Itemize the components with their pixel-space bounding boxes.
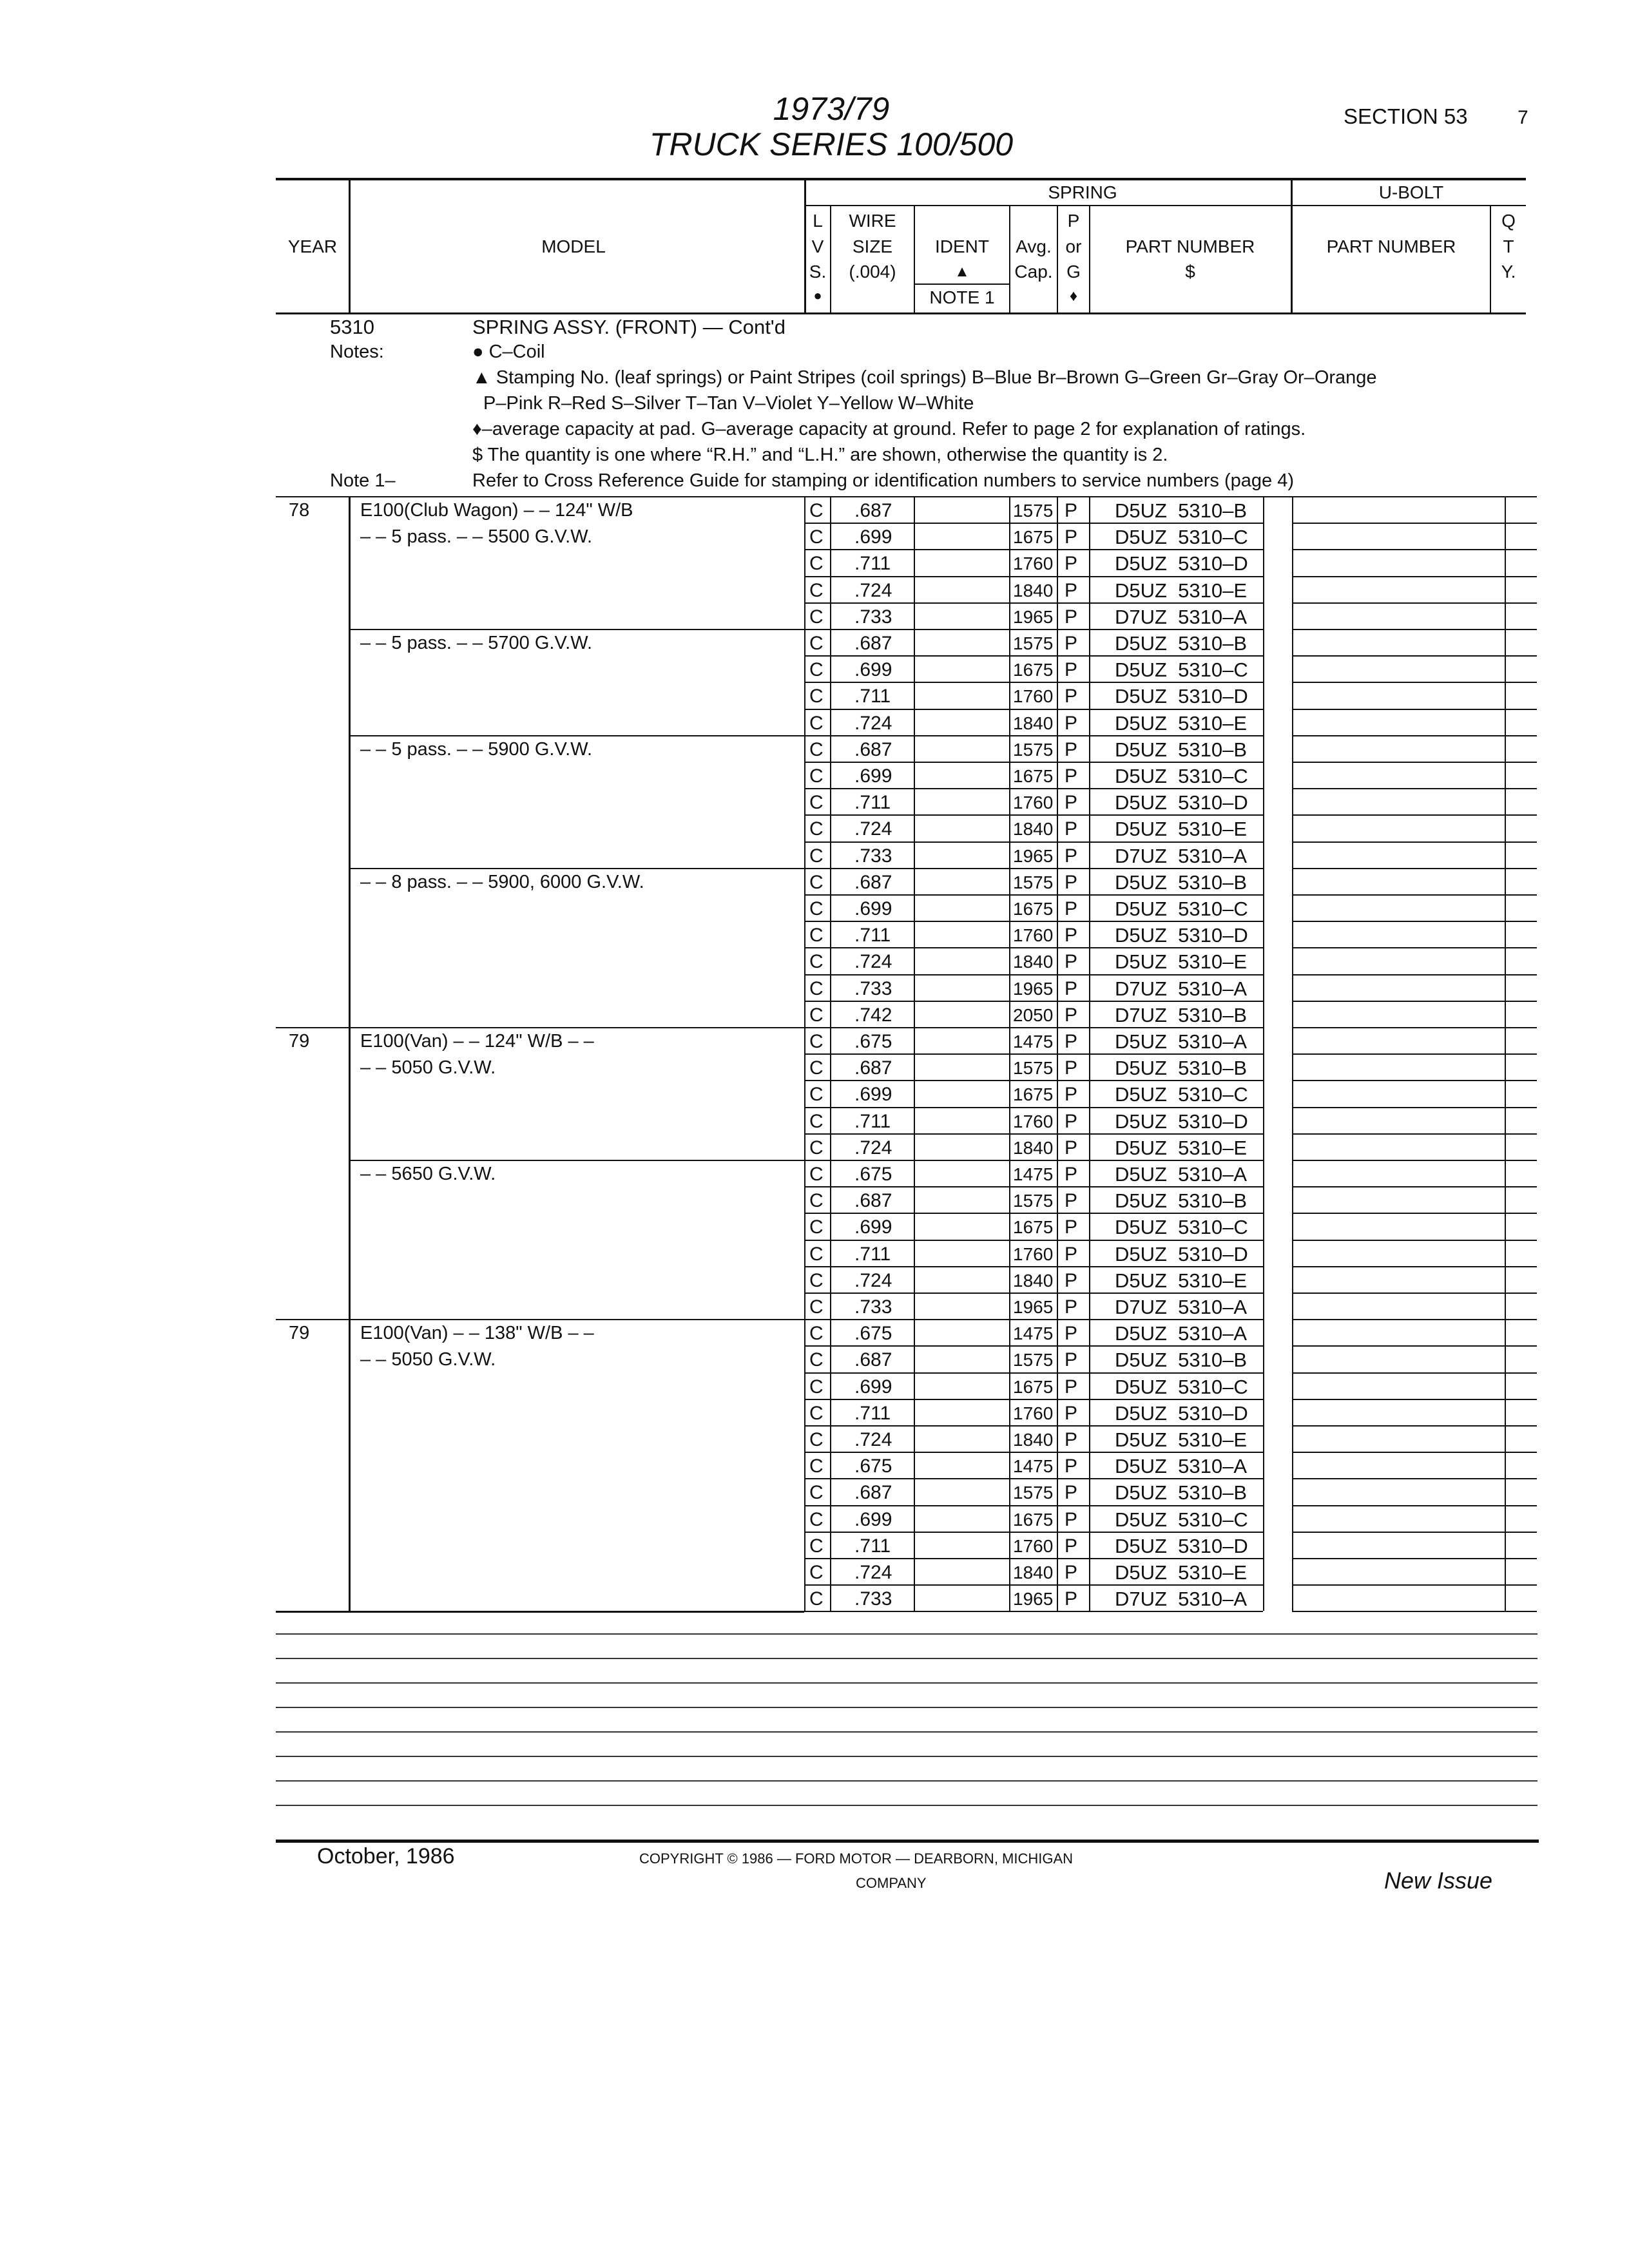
cell-lvs: C: [809, 1482, 824, 1504]
cell-avg-cap: 1760: [1013, 553, 1054, 574]
cell-lvs: C: [809, 526, 824, 548]
cell-part-number: D5UZ 5310–E: [1115, 1136, 1248, 1159]
cell-part-number: D7UZ 5310–A: [1115, 977, 1248, 1000]
notes-label: Notes:: [330, 341, 384, 362]
qty-heading-t: T: [1503, 236, 1514, 256]
cell-p-or-g: P: [1065, 633, 1078, 654]
cell-p-or-g: P: [1065, 925, 1078, 947]
cell-p-or-g: P: [1065, 579, 1078, 601]
cell-avg-cap: 1965: [1013, 1589, 1054, 1610]
header-divider-year: [349, 178, 351, 313]
cell-wire-size: .687: [854, 1057, 892, 1079]
cell-avg-cap: 1475: [1013, 1032, 1054, 1052]
cell-wire-size: .687: [854, 1482, 892, 1504]
cell-avg-cap: 1675: [1013, 527, 1054, 548]
wire-heading-1: WIRE: [849, 211, 896, 231]
pg-heading-g: G: [1066, 262, 1081, 282]
section-heading: SPRING ASSY. (FRONT) — Cont'd: [472, 316, 786, 338]
cell-avg-cap: 1575: [1013, 1350, 1054, 1370]
cell-lvs: C: [809, 1084, 824, 1106]
cell-part-number: D5UZ 5310–E: [1115, 1561, 1248, 1584]
cell-part-number: D5UZ 5310–A: [1115, 1455, 1248, 1478]
cell-avg-cap: 1675: [1013, 1376, 1054, 1397]
avg-heading: Avg.: [1016, 236, 1052, 256]
cell-lvs: C: [809, 738, 824, 760]
quantity-note: $ The quantity is one where “R.H.” and “L.H.” are shown, otherwise the quantity is 2.: [472, 445, 1168, 465]
cell-part-number: D5UZ 5310–B: [1115, 1349, 1248, 1372]
cell-lvs: C: [809, 977, 824, 999]
note1-label: Note 1–: [330, 470, 396, 491]
cell-avg-cap: 1760: [1013, 1403, 1054, 1423]
page-number: 7: [1518, 107, 1528, 128]
cell-wire-size: .711: [854, 925, 891, 947]
cell-wire-size: .711: [854, 1402, 891, 1424]
cell-avg-cap: 1760: [1013, 1111, 1054, 1131]
blank-ruled-line: [276, 1682, 1537, 1684]
cap-heading: Cap.: [1014, 262, 1053, 282]
cell-part-number: D5UZ 5310–A: [1115, 1030, 1248, 1053]
cell-p-or-g: P: [1065, 500, 1078, 521]
cell-lvs: C: [809, 951, 824, 973]
section-code: 5310: [330, 316, 374, 338]
footer-copyright-line1: COPYRIGHT © 1986 — FORD MOTOR — DEARBORN, MICHIGAN: [639, 1850, 1074, 1867]
group-year: 78: [289, 500, 310, 521]
blank-ruled-line: [276, 1731, 1537, 1733]
pg-heading-or: or: [1065, 236, 1082, 256]
cell-p-or-g: P: [1065, 1057, 1078, 1079]
cell-lvs: C: [809, 500, 824, 521]
cell-avg-cap: 1760: [1013, 925, 1054, 946]
cell-p-or-g: P: [1065, 1031, 1078, 1052]
cell-avg-cap: 1575: [1013, 1191, 1054, 1211]
cell-lvs: C: [809, 712, 824, 734]
cell-lvs: C: [809, 606, 824, 628]
note1-text: Refer to Cross Reference Guide for stamping or identification numbers to service numbers (page 4): [472, 470, 1294, 491]
cell-part-number: D5UZ 5310–C: [1115, 898, 1248, 920]
cell-wire-size: .699: [854, 1216, 892, 1238]
qty-heading-q: Q: [1501, 211, 1516, 231]
group-model-line: E100(Club Wagon) – – 124" W/B: [360, 500, 633, 521]
cell-wire-size: .724: [854, 1429, 892, 1450]
cell-p-or-g: P: [1065, 1296, 1078, 1318]
ubolt-part-number-heading: PART NUMBER: [1326, 236, 1456, 256]
cell-wire-size: .711: [854, 686, 891, 707]
cell-p-or-g: P: [1065, 1535, 1078, 1557]
cell-part-number: D7UZ 5310–A: [1115, 844, 1248, 867]
lvs-heading-s: S.: [809, 262, 827, 282]
cell-lvs: C: [809, 1110, 824, 1132]
capacity-note: ♦–average capacity at pad. G–average capacity at ground. Refer to page 2 for explanation of ratings.: [472, 419, 1306, 439]
cell-lvs: C: [809, 1243, 824, 1265]
group-model-line: – – 5 pass. – – 5700 G.V.W.: [360, 633, 593, 653]
cell-lvs: C: [809, 1588, 824, 1610]
cell-wire-size: .733: [854, 977, 892, 999]
group-model-line: – – 5 pass. – – 5500 G.V.W.: [360, 526, 593, 548]
blank-ruled-line: [276, 1633, 1537, 1635]
cell-avg-cap: 1675: [1013, 766, 1054, 786]
cell-avg-cap: 1760: [1013, 1535, 1054, 1556]
cell-avg-cap: 1965: [1013, 1297, 1054, 1317]
cell-avg-cap: 1965: [1013, 606, 1054, 627]
cell-lvs: C: [809, 1456, 824, 1477]
cell-avg-cap: 1965: [1013, 978, 1054, 999]
group-model-line: E100(Van) – – 138" W/B – –: [360, 1323, 594, 1344]
cell-lvs: C: [809, 765, 824, 787]
cell-wire-size: .724: [854, 1269, 892, 1291]
cell-wire-size: .724: [854, 712, 892, 734]
cell-wire-size: .699: [854, 526, 892, 548]
coil-bullet-icon: ●: [813, 287, 822, 303]
cell-p-or-g: P: [1065, 1190, 1078, 1212]
cell-wire-size: .733: [854, 606, 892, 628]
blank-ruled-line: [276, 1756, 1537, 1757]
group-model-line: E100(Van) – – 124" W/B – –: [360, 1031, 594, 1052]
cell-p-or-g: P: [1065, 1137, 1078, 1158]
cell-wire-size: .687: [854, 1349, 892, 1371]
cell-p-or-g: P: [1065, 977, 1078, 999]
cell-wire-size: .687: [854, 633, 892, 654]
cell-p-or-g: P: [1065, 871, 1078, 893]
cell-p-or-g: P: [1065, 1482, 1078, 1504]
ident-note1-heading: NOTE 1: [929, 287, 995, 307]
cell-part-number: D5UZ 5310–B: [1115, 1189, 1248, 1213]
cell-lvs: C: [809, 898, 824, 919]
cell-p-or-g: P: [1065, 1349, 1078, 1371]
cell-p-or-g: P: [1065, 1588, 1078, 1610]
ubolt-group-heading: U-BOLT: [1378, 182, 1444, 202]
cell-p-or-g: P: [1065, 1269, 1078, 1291]
cell-lvs: C: [809, 792, 824, 814]
cell-part-number: D5UZ 5310–D: [1115, 924, 1248, 947]
cell-avg-cap: 1840: [1013, 1430, 1054, 1450]
cell-p-or-g: P: [1065, 686, 1078, 707]
cell-part-number: D7UZ 5310–B: [1115, 1003, 1248, 1026]
cell-avg-cap: 1840: [1013, 952, 1054, 972]
stamping-note-line1: ▲ Stamping No. (leaf springs) or Paint Stripes (coil springs) B–Blue Br–Brown G–Green Gr–Gray Or–Orange: [472, 367, 1377, 388]
cell-avg-cap: 1675: [1013, 1509, 1054, 1530]
cell-part-number: D5UZ 5310–C: [1115, 526, 1248, 549]
cell-part-number: D5UZ 5310–A: [1115, 1322, 1248, 1345]
stamping-note-line2: P–Pink R–Red S–Silver T–Tan V–Violet Y–Yellow W–White: [483, 393, 974, 414]
cell-avg-cap: 1760: [1013, 1244, 1054, 1264]
cell-lvs: C: [809, 1190, 824, 1212]
blank-ruled-line: [276, 1780, 1537, 1782]
cell-part-number: D5UZ 5310–C: [1115, 1375, 1248, 1398]
group-year: 79: [289, 1031, 310, 1052]
lvs-heading-v: V: [811, 236, 824, 256]
cell-p-or-g: P: [1065, 1402, 1078, 1424]
cell-wire-size: .733: [854, 1296, 892, 1318]
cell-p-or-g: P: [1065, 712, 1078, 734]
cell-avg-cap: 1965: [1013, 845, 1054, 866]
spring-part-number-heading: PART NUMBER: [1125, 236, 1255, 256]
cell-wire-size: .687: [854, 871, 892, 893]
section-label: SECTION 53: [1344, 104, 1468, 128]
row-rule-qty: [1505, 1611, 1537, 1612]
cell-part-number: D5UZ 5310–E: [1115, 711, 1248, 735]
cell-wire-size: .711: [854, 553, 891, 575]
cell-part-number: D5UZ 5310–E: [1115, 950, 1248, 974]
cell-wire-size: .724: [854, 579, 892, 601]
cell-part-number: D5UZ 5310–D: [1115, 791, 1248, 814]
wire-heading-3: (.004): [849, 262, 896, 282]
cell-lvs: C: [809, 1296, 824, 1318]
year-heading: YEAR: [287, 236, 338, 256]
cell-avg-cap: 1760: [1013, 793, 1054, 813]
cell-p-or-g: P: [1065, 898, 1078, 919]
cell-lvs: C: [809, 871, 824, 893]
cell-avg-cap: 1575: [1013, 739, 1054, 760]
cell-avg-cap: 1475: [1013, 1323, 1054, 1344]
group-model-line: – – 5 pass. – – 5900 G.V.W.: [360, 738, 593, 760]
cell-lvs: C: [809, 553, 824, 575]
cell-avg-cap: 1840: [1013, 580, 1054, 601]
header-bottom-rule: [276, 312, 1526, 314]
footer-rule: [276, 1840, 1539, 1843]
footer-copyright-line2: COMPANY: [856, 1875, 927, 1891]
cell-wire-size: .724: [854, 1137, 892, 1158]
cell-part-number: D5UZ 5310–B: [1115, 870, 1248, 894]
cell-part-number: D5UZ 5310–C: [1115, 1508, 1248, 1531]
group-year: 79: [289, 1323, 310, 1344]
cell-part-number: D5UZ 5310–E: [1115, 818, 1248, 841]
page-title-line1: 1973/79: [773, 91, 890, 127]
cell-wire-size: .699: [854, 1084, 892, 1106]
cell-lvs: C: [809, 1057, 824, 1079]
cell-lvs: C: [809, 1164, 824, 1185]
coil-note: ● C–Coil: [472, 341, 545, 362]
table-column-line: [349, 496, 351, 1611]
cell-avg-cap: 1760: [1013, 686, 1054, 707]
cell-wire-size: .711: [854, 1535, 891, 1557]
cell-wire-size: .724: [854, 951, 892, 973]
cell-part-number: D5UZ 5310–D: [1115, 1242, 1248, 1265]
cell-part-number: D5UZ 5310–C: [1115, 1216, 1248, 1239]
cell-p-or-g: P: [1065, 792, 1078, 814]
table-bottom-rule: [276, 1611, 804, 1613]
cell-wire-size: .724: [854, 818, 892, 840]
cell-p-or-g: P: [1065, 1508, 1078, 1530]
cell-p-or-g: P: [1065, 659, 1078, 681]
cell-lvs: C: [809, 925, 824, 947]
cell-part-number: D5UZ 5310–E: [1115, 1269, 1248, 1292]
cell-p-or-g: P: [1065, 1323, 1078, 1345]
cell-wire-size: .699: [854, 1376, 892, 1398]
cell-wire-size: .699: [854, 1508, 892, 1530]
footer-date: October, 1986: [317, 1844, 455, 1869]
pg-heading-p: P: [1067, 211, 1080, 231]
cell-p-or-g: P: [1065, 1084, 1078, 1106]
cell-wire-size: .733: [854, 845, 892, 867]
cell-part-number: D5UZ 5310–D: [1115, 1534, 1248, 1557]
cell-p-or-g: P: [1065, 1456, 1078, 1477]
cell-lvs: C: [809, 845, 824, 867]
cell-avg-cap: 1675: [1013, 1217, 1054, 1238]
cell-lvs: C: [809, 1402, 824, 1424]
row-rule-ubolt: [1292, 1611, 1505, 1612]
group-model-line: – – 8 pass. – – 5900, 6000 G.V.W.: [360, 871, 644, 892]
group-model-line: – – 5650 G.V.W.: [360, 1164, 496, 1184]
cell-avg-cap: 1840: [1013, 819, 1054, 840]
header-top-rule: [276, 178, 1526, 180]
cell-avg-cap: 1475: [1013, 1164, 1054, 1184]
cell-part-number: D5UZ 5310–B: [1115, 1057, 1248, 1080]
cell-lvs: C: [809, 1349, 824, 1371]
cell-wire-size: .675: [854, 1164, 892, 1185]
page-title-line2: TRUCK SERIES 100/500: [649, 126, 1014, 162]
cell-lvs: C: [809, 1137, 824, 1158]
cell-wire-size: .733: [854, 1588, 892, 1610]
cell-part-number: D5UZ 5310–E: [1115, 579, 1248, 602]
cell-part-number: D5UZ 5310–C: [1115, 1083, 1248, 1106]
group-model-line: – – 5050 G.V.W.: [360, 1057, 496, 1079]
cell-lvs: C: [809, 1508, 824, 1530]
cell-avg-cap: 1575: [1013, 633, 1054, 653]
model-heading: MODEL: [541, 236, 606, 256]
spring-group-heading: SPRING: [1048, 182, 1117, 202]
cell-wire-size: .675: [854, 1323, 892, 1345]
cell-wire-size: .711: [854, 1243, 891, 1265]
cell-lvs: C: [809, 1031, 824, 1052]
cell-p-or-g: P: [1065, 1562, 1078, 1583]
ident-sub-rule: [914, 284, 1009, 285]
cell-wire-size: .742: [854, 1004, 892, 1026]
lvs-heading-l: L: [813, 211, 823, 231]
group-model-line: – – 5050 G.V.W.: [360, 1349, 496, 1370]
cell-part-number: D7UZ 5310–A: [1115, 1296, 1248, 1318]
cell-wire-size: .699: [854, 765, 892, 787]
diamond-icon: ♦: [1069, 287, 1078, 305]
cell-avg-cap: 1675: [1013, 899, 1054, 919]
cell-part-number: D5UZ 5310–B: [1115, 1481, 1248, 1504]
cell-avg-cap: 1840: [1013, 1562, 1054, 1582]
cell-lvs: C: [809, 1376, 824, 1398]
cell-part-number: D7UZ 5310–A: [1115, 605, 1248, 628]
cell-avg-cap: 1575: [1013, 501, 1054, 521]
cell-p-or-g: P: [1065, 1429, 1078, 1450]
cell-p-or-g: P: [1065, 1243, 1078, 1265]
cell-p-or-g: P: [1065, 951, 1078, 973]
cell-avg-cap: 1575: [1013, 1483, 1054, 1503]
cell-p-or-g: P: [1065, 526, 1078, 548]
cell-part-number: D5UZ 5310–D: [1115, 552, 1248, 575]
cell-avg-cap: 1475: [1013, 1456, 1054, 1477]
cell-avg-cap: 1575: [1013, 872, 1054, 892]
cell-part-number: D5UZ 5310–D: [1115, 1401, 1248, 1425]
ident-heading: IDENT: [935, 236, 989, 256]
cell-part-number: D5UZ 5310–D: [1115, 1110, 1248, 1133]
blank-ruled-line: [276, 1658, 1537, 1659]
cell-avg-cap: 1840: [1013, 713, 1054, 733]
cell-lvs: C: [809, 1562, 824, 1583]
cell-part-number: D5UZ 5310–E: [1115, 1428, 1248, 1451]
header-divider-cap: [1009, 205, 1010, 313]
stamping-triangle-icon: ▲: [954, 263, 970, 280]
qty-heading-y: Y.: [1501, 262, 1516, 282]
cell-part-number: D5UZ 5310–C: [1115, 765, 1248, 787]
header-divider-part: [1089, 205, 1090, 313]
cell-avg-cap: 1575: [1013, 1058, 1054, 1079]
cell-part-number: D5UZ 5310–B: [1115, 632, 1248, 655]
spring-group-rule: [804, 205, 1526, 206]
cell-p-or-g: P: [1065, 1376, 1078, 1398]
cell-p-or-g: P: [1065, 1216, 1078, 1238]
cell-p-or-g: P: [1065, 1164, 1078, 1185]
cell-part-number: D5UZ 5310–A: [1115, 1163, 1248, 1186]
cell-lvs: C: [809, 1535, 824, 1557]
cell-lvs: C: [809, 659, 824, 681]
cell-p-or-g: P: [1065, 1110, 1078, 1132]
cell-p-or-g: P: [1065, 606, 1078, 628]
cell-p-or-g: P: [1065, 553, 1078, 575]
cell-part-number: D5UZ 5310–B: [1115, 499, 1248, 522]
wire-heading-2: SIZE: [852, 236, 893, 256]
cell-wire-size: .687: [854, 500, 892, 521]
cell-p-or-g: P: [1065, 1004, 1078, 1026]
cell-avg-cap: 1840: [1013, 1137, 1054, 1158]
cell-wire-size: .687: [854, 1190, 892, 1212]
cell-wire-size: .724: [854, 1562, 892, 1583]
cell-part-number: D5UZ 5310–D: [1115, 685, 1248, 708]
cell-avg-cap: 1675: [1013, 1084, 1054, 1105]
cell-wire-size: .699: [854, 659, 892, 681]
footer-issue: New Issue: [1384, 1867, 1493, 1894]
cell-wire-size: .675: [854, 1456, 892, 1477]
cell-part-number: D5UZ 5310–C: [1115, 658, 1248, 682]
cell-avg-cap: 1675: [1013, 660, 1054, 680]
cell-wire-size: .699: [854, 898, 892, 919]
dollar-icon: $: [1185, 262, 1195, 282]
cell-lvs: C: [809, 818, 824, 840]
cell-avg-cap: 1840: [1013, 1270, 1054, 1291]
cell-lvs: C: [809, 1004, 824, 1026]
cell-lvs: C: [809, 1323, 824, 1345]
cell-lvs: C: [809, 1429, 824, 1450]
cell-part-number: D7UZ 5310–A: [1115, 1588, 1248, 1611]
cell-lvs: C: [809, 686, 824, 707]
cell-lvs: C: [809, 1216, 824, 1238]
cell-p-or-g: P: [1065, 738, 1078, 760]
cell-p-or-g: P: [1065, 818, 1078, 840]
cell-lvs: C: [809, 633, 824, 654]
blank-ruled-line: [276, 1805, 1537, 1806]
cell-p-or-g: P: [1065, 845, 1078, 867]
blank-ruled-line: [276, 1707, 1537, 1708]
cell-wire-size: .711: [854, 1110, 891, 1132]
cell-p-or-g: P: [1065, 765, 1078, 787]
cell-wire-size: .675: [854, 1031, 892, 1052]
cell-avg-cap: 2050: [1013, 1004, 1054, 1025]
cell-wire-size: .687: [854, 738, 892, 760]
cell-part-number: D5UZ 5310–B: [1115, 738, 1248, 761]
cell-lvs: C: [809, 579, 824, 601]
cell-wire-size: .711: [854, 792, 891, 814]
cell-lvs: C: [809, 1269, 824, 1291]
